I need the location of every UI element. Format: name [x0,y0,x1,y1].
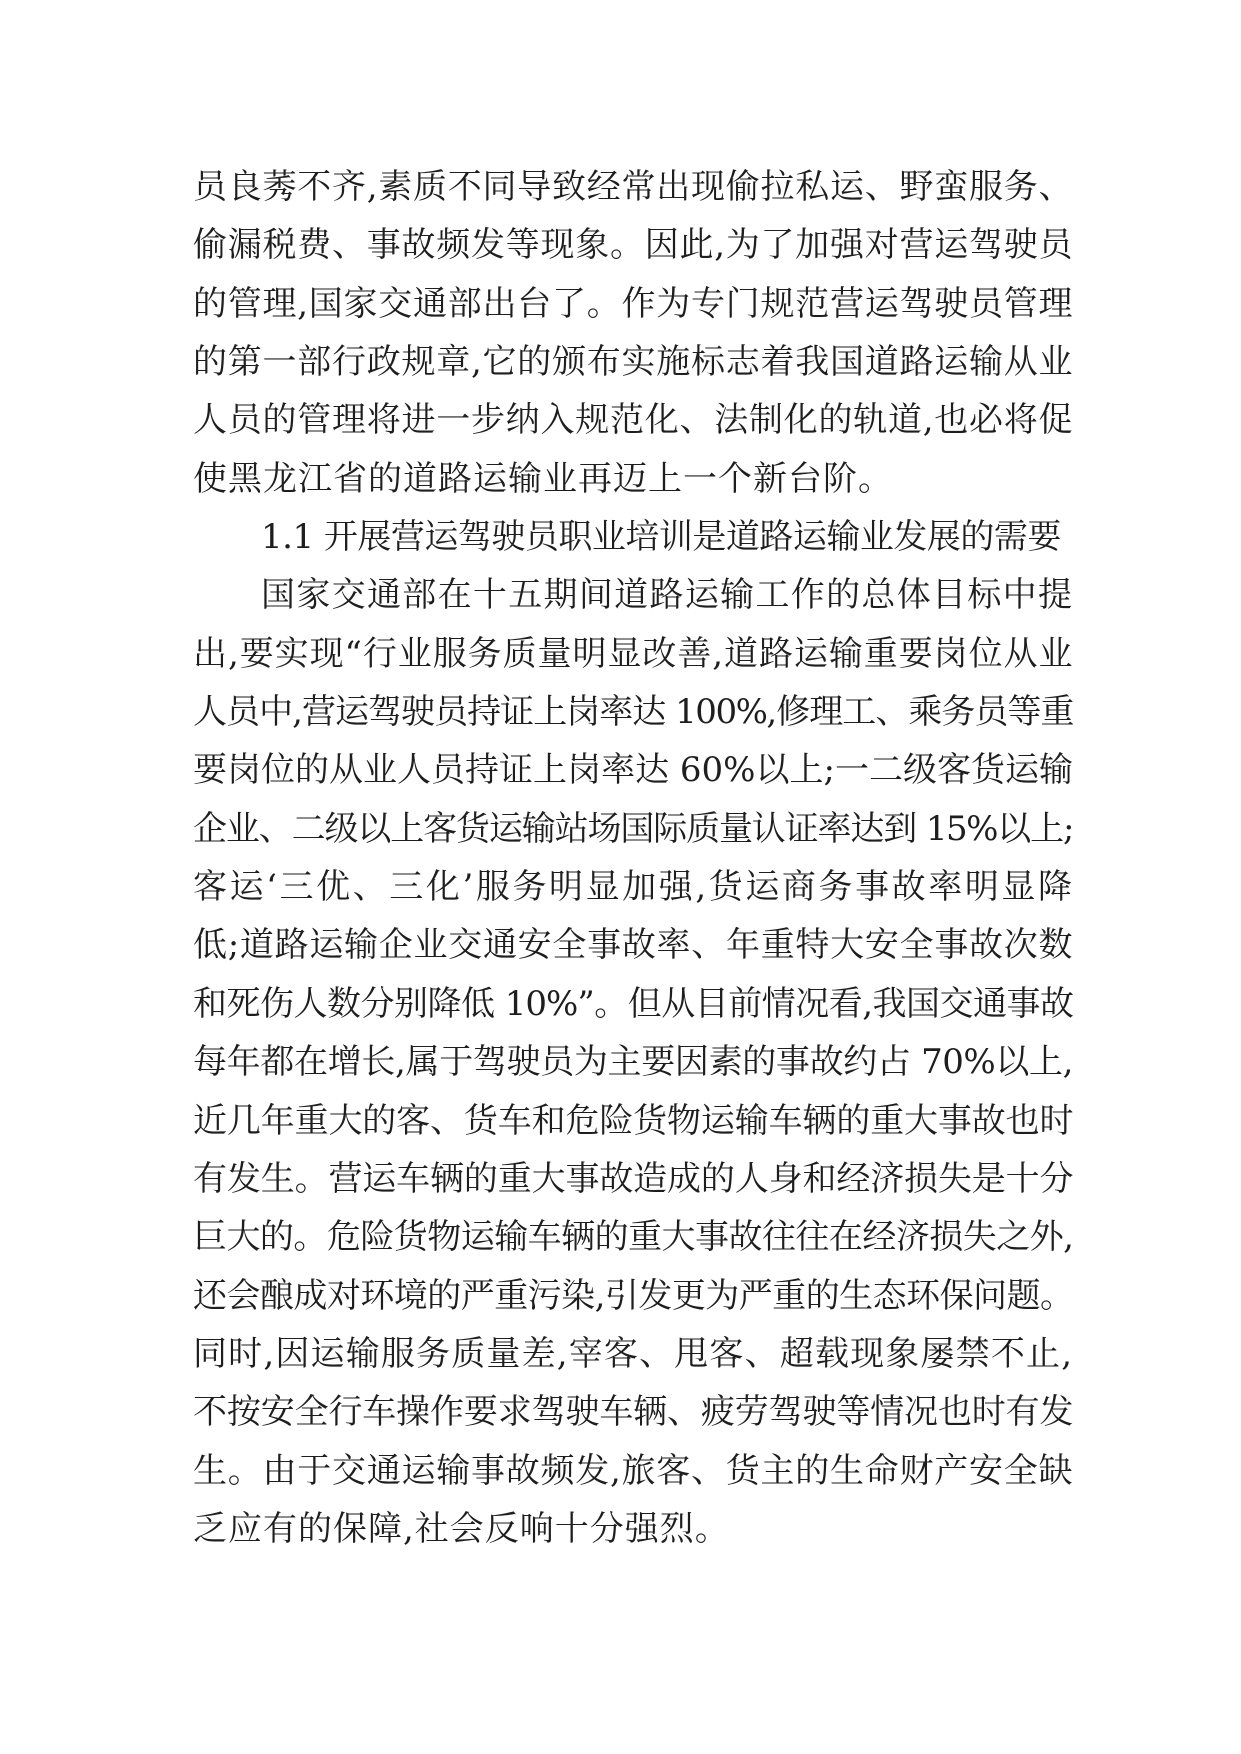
text-line: 员良莠不齐,素质不同导致经常出现偷拉私运、野蛮服务、 [193,167,1073,207]
text-line: 人员中,营运驾驶员持证上岗率达 100%,修理工、乘务员等重 [193,692,1073,733]
text-line: 出,要实现“行业服务质量明显改善,道路运输重要岗位从业 [193,633,1073,674]
text-line: 乏应有的保障,社会反响十分强烈。 [193,1508,730,1549]
text-line: 偷漏税费、事故频发等现象。因此,为了加强对营运驾驶员 [193,225,1073,266]
body-text [193,158,1073,1558]
text-line: 使黑龙江省的道路运输业再迈上一个新台阶。 [193,458,893,499]
text-line: 的管理,国家交通部出台了。作为专门规范营运驾驶员管理 [193,283,1073,324]
paragraph-1 [193,158,1073,508]
text-line: 和死伤人数分别降低 10%”。但从目前情况看,我国交通事故 [193,983,1073,1024]
text-line: 企业、二级以上客货运输站场国际质量认证率达到 15%以上; [193,808,1073,849]
text-line: 还会酿成对环境的严重污染,引发更为严重的生态环保问题。 [193,1275,1073,1316]
text-line: 不按安全行车操作要求驾驶车辆、疲劳驾驶等情况也时有发 [193,1392,1073,1433]
text-line: 的第一部行政规章,它的颁布实施标志着我国道路运输从业 [193,342,1073,383]
text-line: 有发生。营运车辆的重大事故造成的人身和经济损失是十分 [193,1158,1073,1199]
text-line: 客运‘三优、三化’服务明显加强,货运商务事故率明显降 [193,867,1073,908]
section-heading: 1.1 开展营运驾驶员职业培训是道路运输业发展的需要 [261,517,1061,558]
text-line: 每年都在增长,属于驾驶员为主要因素的事故约占 70%以上, [193,1042,1073,1083]
text-line: 近几年重大的客、货车和危险货物运输车辆的重大事故也时 [193,1100,1073,1141]
paragraph-2 [193,566,1073,1558]
text-line: 低;道路运输企业交通安全事故率、年重特大安全事故次数 [193,925,1073,966]
text-line: 人员的管理将进一步纳入规范化、法制化的轨道,也必将促 [193,400,1073,441]
text-line: 生。由于交通运输事故频发,旅客、货主的生命财产安全缺 [193,1450,1073,1491]
text-line: 国家交通部在十五期间道路运输工作的总体目标中提 [261,575,1073,616]
text-line: 巨大的。危险货物运输车辆的重大事故往往在经济损失之外, [193,1217,1073,1258]
text-line: 同时,因运输服务质量差,宰客、甩客、超载现象屡禁不止, [193,1333,1073,1374]
text-line: 要岗位的从业人员持证上岗率达 60%以上;一二级客货运输 [193,750,1073,791]
